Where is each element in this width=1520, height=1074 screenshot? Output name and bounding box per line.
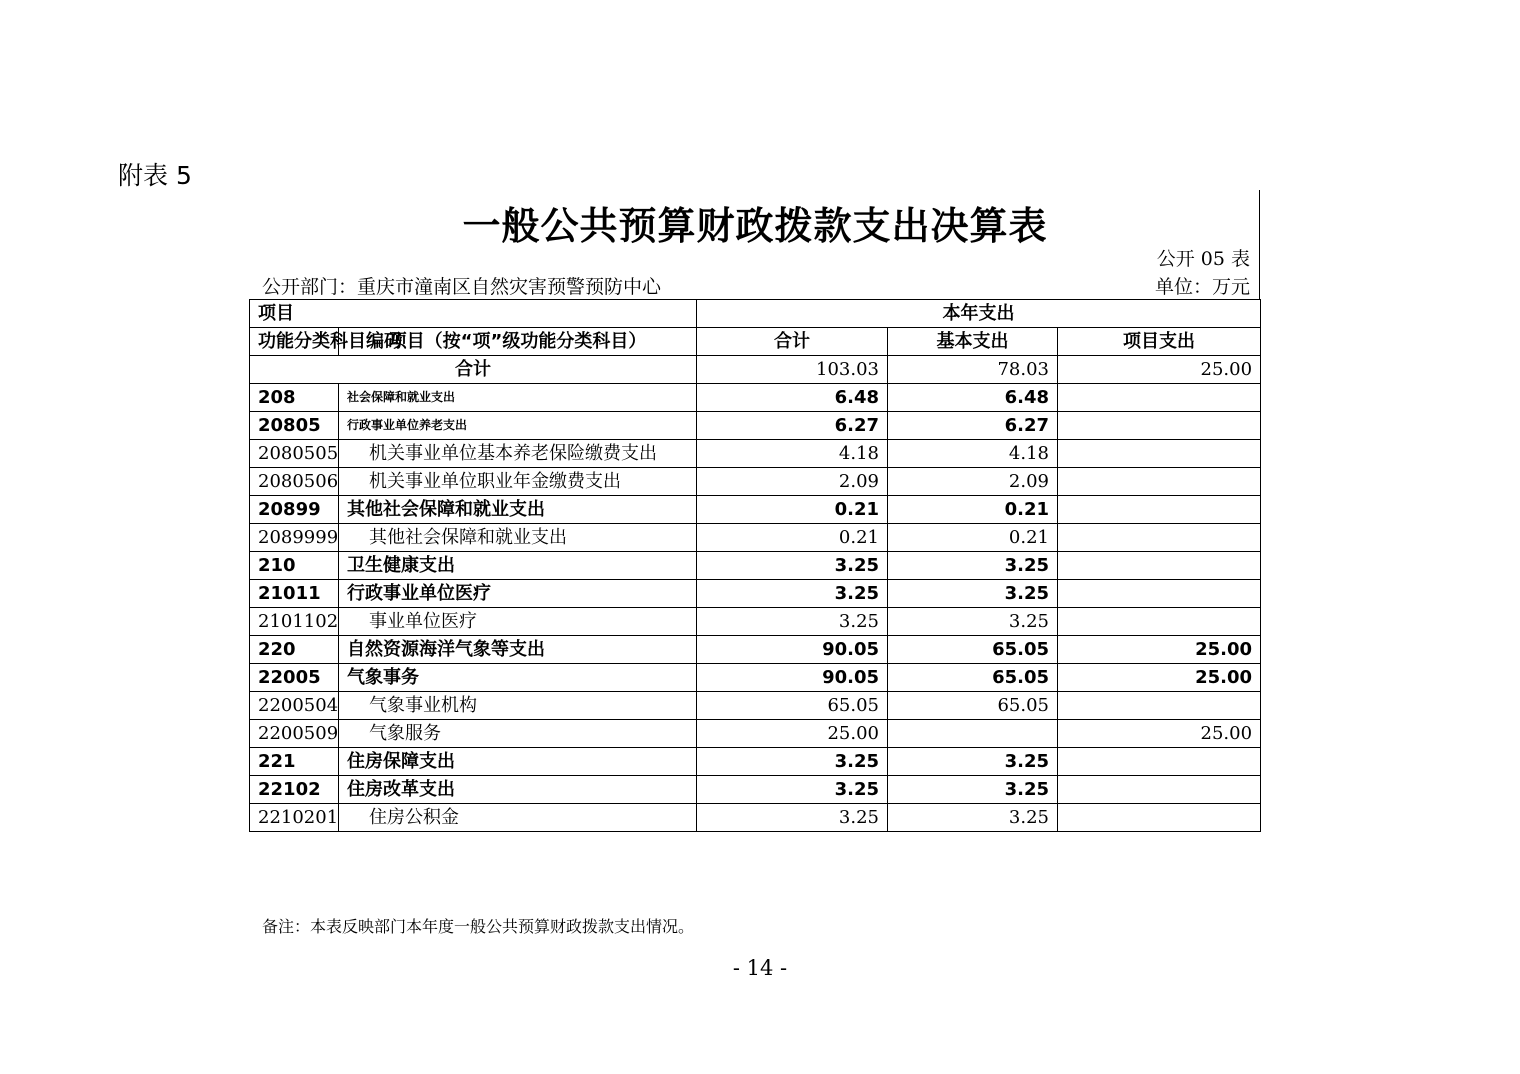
- cell-basic: 0.21: [888, 524, 1058, 552]
- summary-row: [250, 356, 1261, 384]
- cell-total: 25.00: [697, 720, 888, 748]
- cell-basic: 65.05: [888, 664, 1058, 692]
- cell-proj: 25.00: [1058, 720, 1261, 748]
- cell-proj: [1058, 440, 1261, 468]
- cell-code: 2200509: [250, 720, 339, 748]
- cell-proj: 25.00: [1058, 664, 1261, 692]
- form-number: 公开 05 表: [1156, 248, 1250, 270]
- header-row-1: [250, 300, 1261, 328]
- table-row: [250, 580, 1261, 608]
- appendix-label: 附表 5: [118, 161, 192, 190]
- cell-total: 0.21: [697, 496, 888, 524]
- cell-code: 221: [250, 748, 339, 776]
- cell-name: 住房保障支出: [339, 748, 697, 776]
- cell-name: 社会保障和就业支出: [339, 384, 697, 412]
- cell-code: 210: [250, 552, 339, 580]
- table-row: [250, 748, 1261, 776]
- cell-name: 机关事业单位职业年金缴费支出: [339, 468, 697, 496]
- cell-name: 行政事业单位养老支出: [339, 412, 697, 440]
- cell-total: 6.27: [697, 412, 888, 440]
- cell-basic: 3.25: [888, 552, 1058, 580]
- cell-proj: 25.00: [1058, 636, 1261, 664]
- cell-basic: 4.18: [888, 440, 1058, 468]
- cell-name: 气象事务: [339, 664, 697, 692]
- header-name: 项目（按“项”级功能分类科目）: [339, 328, 697, 356]
- cell-code: 22102: [250, 776, 339, 804]
- cell-total: 3.25: [697, 804, 888, 832]
- cell-basic: 6.27: [888, 412, 1058, 440]
- cell-basic: 65.05: [888, 636, 1058, 664]
- table-row: [250, 412, 1261, 440]
- cell-code: 22005: [250, 664, 339, 692]
- cell-code: 208: [250, 384, 339, 412]
- cell-proj: [1058, 496, 1261, 524]
- cell-basic: 3.25: [888, 748, 1058, 776]
- cell-total: 2.09: [697, 468, 888, 496]
- cell-name: 事业单位医疗: [339, 608, 697, 636]
- cell-name: 机关事业单位基本养老保险缴费支出: [339, 440, 697, 468]
- right-border-line: [1259, 190, 1260, 300]
- cell-name: 住房改革支出: [339, 776, 697, 804]
- cell-basic: 2.09: [888, 468, 1058, 496]
- department-label: 公开部门：重庆市潼南区自然灾害预警预防中心: [262, 276, 662, 298]
- cell-total: 0.21: [697, 524, 888, 552]
- cell-name: 气象事业机构: [339, 692, 697, 720]
- page-number: - 14 -: [732, 956, 788, 980]
- table-row: [250, 440, 1261, 468]
- footnote: 备注：本表反映部门本年度一般公共预算财政拨款支出情况。: [262, 917, 695, 936]
- cell-name: 自然资源海洋气象等支出: [339, 636, 697, 664]
- summary-proj: 25.00: [1058, 356, 1261, 384]
- cell-total: 90.05: [697, 664, 888, 692]
- cell-proj: [1058, 552, 1261, 580]
- cell-proj: [1058, 608, 1261, 636]
- cell-proj: [1058, 692, 1261, 720]
- cell-total: 3.25: [697, 608, 888, 636]
- cell-code: 2200504: [250, 692, 339, 720]
- cell-total: 65.05: [697, 692, 888, 720]
- table-row: [250, 636, 1261, 664]
- cell-total: 3.25: [697, 748, 888, 776]
- header-project: 项目: [250, 300, 697, 328]
- cell-code: 20899: [250, 496, 339, 524]
- cell-code: 2089999: [250, 524, 339, 552]
- cell-proj: [1058, 384, 1261, 412]
- cell-proj: [1058, 804, 1261, 832]
- table-row: [250, 552, 1261, 580]
- cell-basic: 0.21: [888, 496, 1058, 524]
- table-row: [250, 608, 1261, 636]
- cell-code: 2101102: [250, 608, 339, 636]
- cell-name: 气象服务: [339, 720, 697, 748]
- cell-basic: 3.25: [888, 804, 1058, 832]
- cell-total: 6.48: [697, 384, 888, 412]
- cell-code: 21011: [250, 580, 339, 608]
- cell-name: 行政事业单位医疗: [339, 580, 697, 608]
- summary-total: 103.03: [697, 356, 888, 384]
- header-proj: 项目支出: [1058, 328, 1261, 356]
- header-row-2: [250, 328, 1261, 356]
- unit-label: 单位：万元: [1154, 276, 1250, 298]
- cell-total: 4.18: [697, 440, 888, 468]
- header-this-year: 本年支出: [697, 300, 1261, 328]
- cell-basic: 3.25: [888, 608, 1058, 636]
- cell-total: 3.25: [697, 552, 888, 580]
- cell-basic: 6.48: [888, 384, 1058, 412]
- header-code: 功能分类科目编码: [250, 328, 339, 356]
- cell-basic: 3.25: [888, 580, 1058, 608]
- cell-basic: [888, 720, 1058, 748]
- table-row: [250, 692, 1261, 720]
- cell-code: 20805: [250, 412, 339, 440]
- cell-code: 2210201: [250, 804, 339, 832]
- cell-basic: 65.05: [888, 692, 1058, 720]
- cell-code: 220: [250, 636, 339, 664]
- table-row: [250, 776, 1261, 804]
- table-row: [250, 524, 1261, 552]
- expenditure-table: [249, 299, 1261, 832]
- cell-total: 3.25: [697, 776, 888, 804]
- header-total: 合计: [697, 328, 888, 356]
- cell-proj: [1058, 412, 1261, 440]
- table-row: [250, 720, 1261, 748]
- table-row: [250, 384, 1261, 412]
- cell-proj: [1058, 748, 1261, 776]
- cell-name: 住房公积金: [339, 804, 697, 832]
- cell-name: 卫生健康支出: [339, 552, 697, 580]
- table-row: [250, 468, 1261, 496]
- summary-label: 合计: [250, 356, 697, 384]
- cell-name: 其他社会保障和就业支出: [339, 496, 697, 524]
- summary-basic: 78.03: [888, 356, 1058, 384]
- table-row: [250, 804, 1261, 832]
- cell-proj: [1058, 580, 1261, 608]
- cell-code: 2080505: [250, 440, 339, 468]
- cell-proj: [1058, 524, 1261, 552]
- cell-proj: [1058, 468, 1261, 496]
- header-basic: 基本支出: [888, 328, 1058, 356]
- cell-total: 90.05: [697, 636, 888, 664]
- cell-basic: 3.25: [888, 776, 1058, 804]
- cell-name: 其他社会保障和就业支出: [339, 524, 697, 552]
- cell-total: 3.25: [697, 580, 888, 608]
- cell-proj: [1058, 776, 1261, 804]
- table-row: [250, 664, 1261, 692]
- cell-code: 2080506: [250, 468, 339, 496]
- page-title: 一般公共预算财政拨款支出决算表: [462, 204, 1048, 248]
- table-row: [250, 496, 1261, 524]
